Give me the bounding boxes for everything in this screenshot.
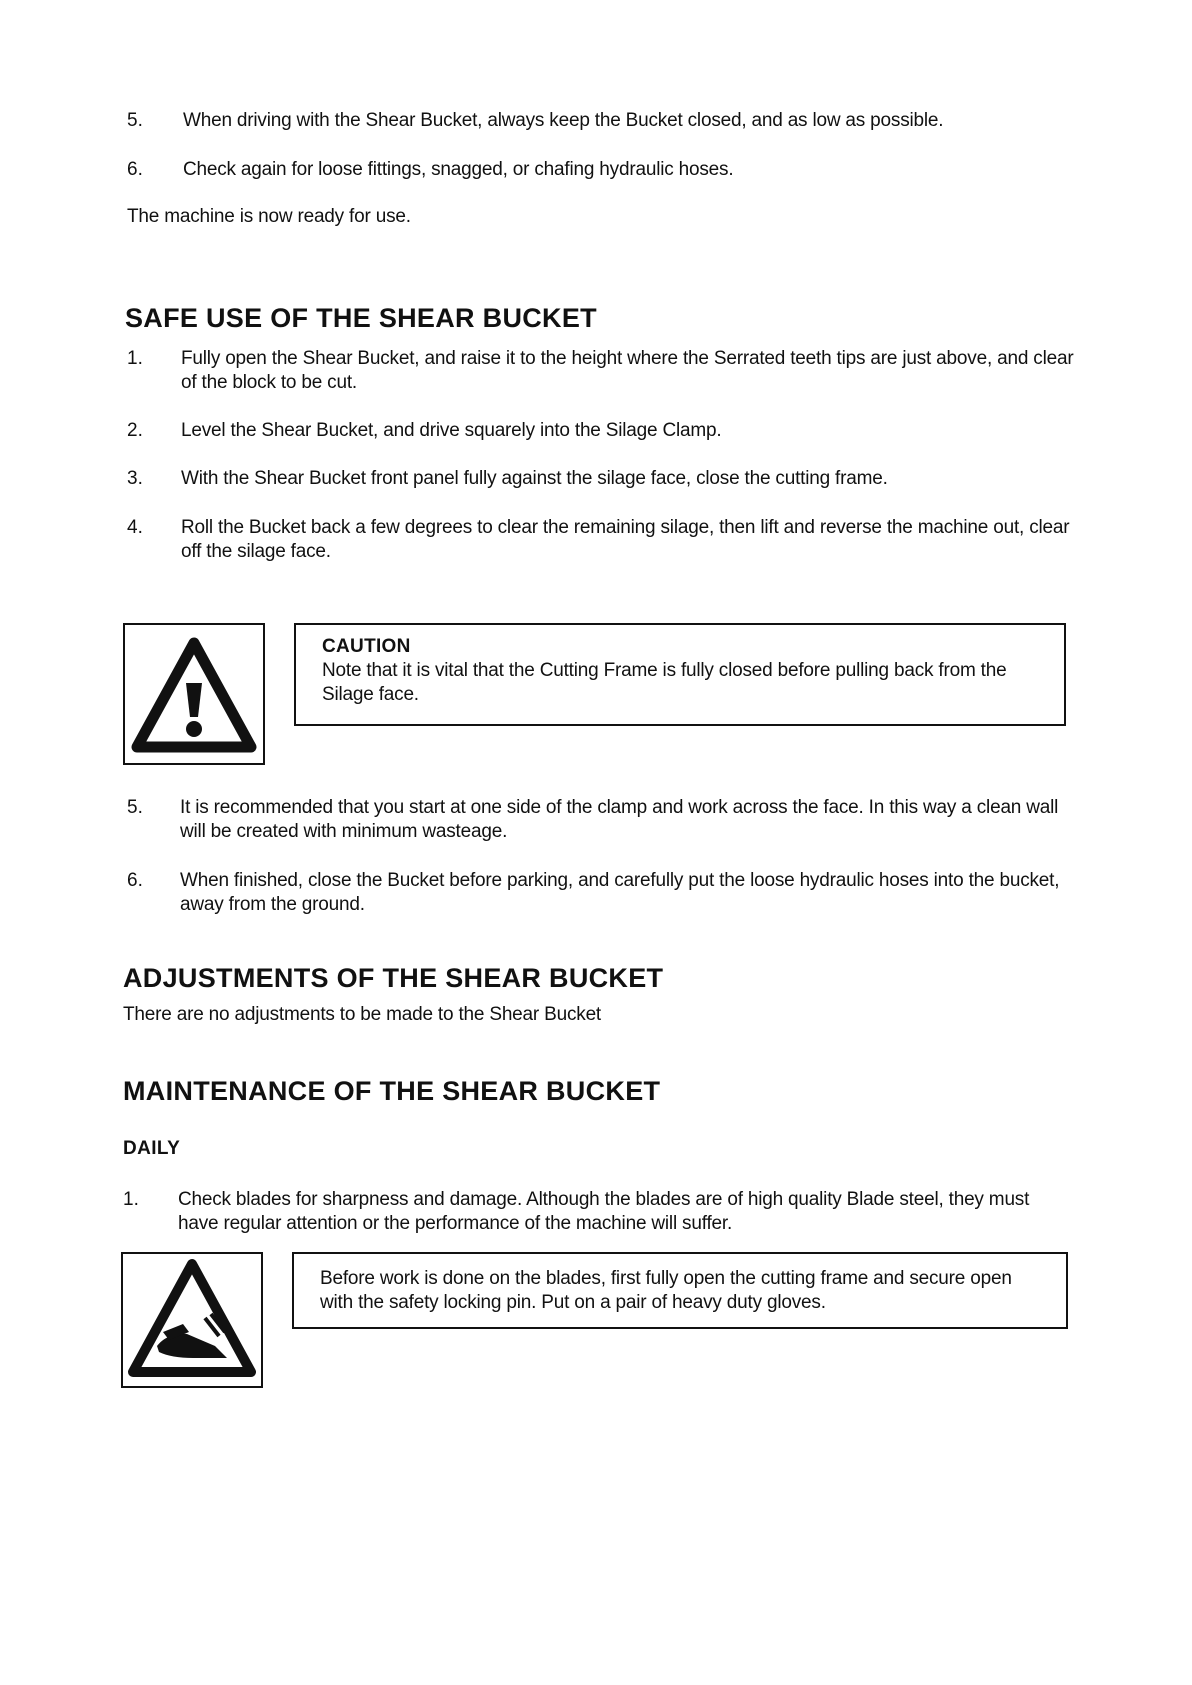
caution-title: CAUTION <box>322 636 411 657</box>
hand-cut-hazard-icon <box>123 1254 261 1386</box>
caution-icon-box <box>123 623 265 765</box>
step-number: 2. <box>127 420 143 441</box>
step-text: With the Shear Bucket front panel fully against the silage face, close the cutting frame. <box>181 468 888 489</box>
subheading-daily: DAILY <box>123 1138 181 1159</box>
step-number: 1. <box>127 348 143 369</box>
step-number: 4. <box>127 517 143 538</box>
step-text: Check blades for sharpness and damage. Although the blades are of high quality Blade steel, they must have regular attention or the performance of the machine will suffer. <box>178 1189 1030 1234</box>
hazard-icon-box <box>121 1252 263 1388</box>
step-number: 5. <box>127 110 143 131</box>
step-number: 5. <box>127 797 143 818</box>
step-number: 6. <box>127 870 143 891</box>
step-text: Level the Shear Bucket, and drive squarely into the Silage Clamp. <box>181 420 722 441</box>
caution-box <box>294 623 1066 726</box>
blade-safety-note-text: Before work is done on the blades, first fully open the cutting frame and secure open with the safety locking pin. Put on a pair of heavy duty gloves. <box>320 1268 1012 1313</box>
step-number: 6. <box>127 159 143 180</box>
step-text: When driving with the Shear Bucket, always keep the Bucket closed, and as low as possible. <box>183 110 944 131</box>
caution-text: Note that it is vital that the Cutting Frame is fully closed before pulling back from the Silage face. <box>322 660 1007 705</box>
warning-exclamation-icon <box>125 625 263 763</box>
step-text: Check again for loose fittings, snagged, or chafing hydraulic hoses. <box>183 159 734 180</box>
step-text: When finished, close the Bucket before parking, and carefully put the loose hydraulic hoses into the bucket, away from the ground. <box>180 870 1060 915</box>
section-heading-adjustments: ADJUSTMENTS OF THE SHEAR BUCKET <box>123 963 664 993</box>
step-text: Roll the Bucket back a few degrees to clear the remaining silage, then lift and reverse the machine out, clear off the silage face. <box>181 517 1070 562</box>
adjustments-text: There are no adjustments to be made to the Shear Bucket <box>123 1004 602 1025</box>
section-heading-maintenance: MAINTENANCE OF THE SHEAR BUCKET <box>123 1076 661 1106</box>
ready-text: The machine is now ready for use. <box>127 206 411 227</box>
blade-safety-note-box <box>292 1252 1068 1329</box>
step-text: It is recommended that you start at one side of the clamp and work across the face. In this way a clean wall will be created with minimum wasteage. <box>180 797 1059 842</box>
step-number: 3. <box>127 468 143 489</box>
step-number: 1. <box>123 1189 139 1210</box>
step-text: Fully open the Shear Bucket, and raise it to the height where the Serrated teeth tips are just above, and clear of the block to be cut. <box>181 348 1074 393</box>
section-heading-safe-use: SAFE USE OF THE SHEAR BUCKET <box>125 303 597 333</box>
